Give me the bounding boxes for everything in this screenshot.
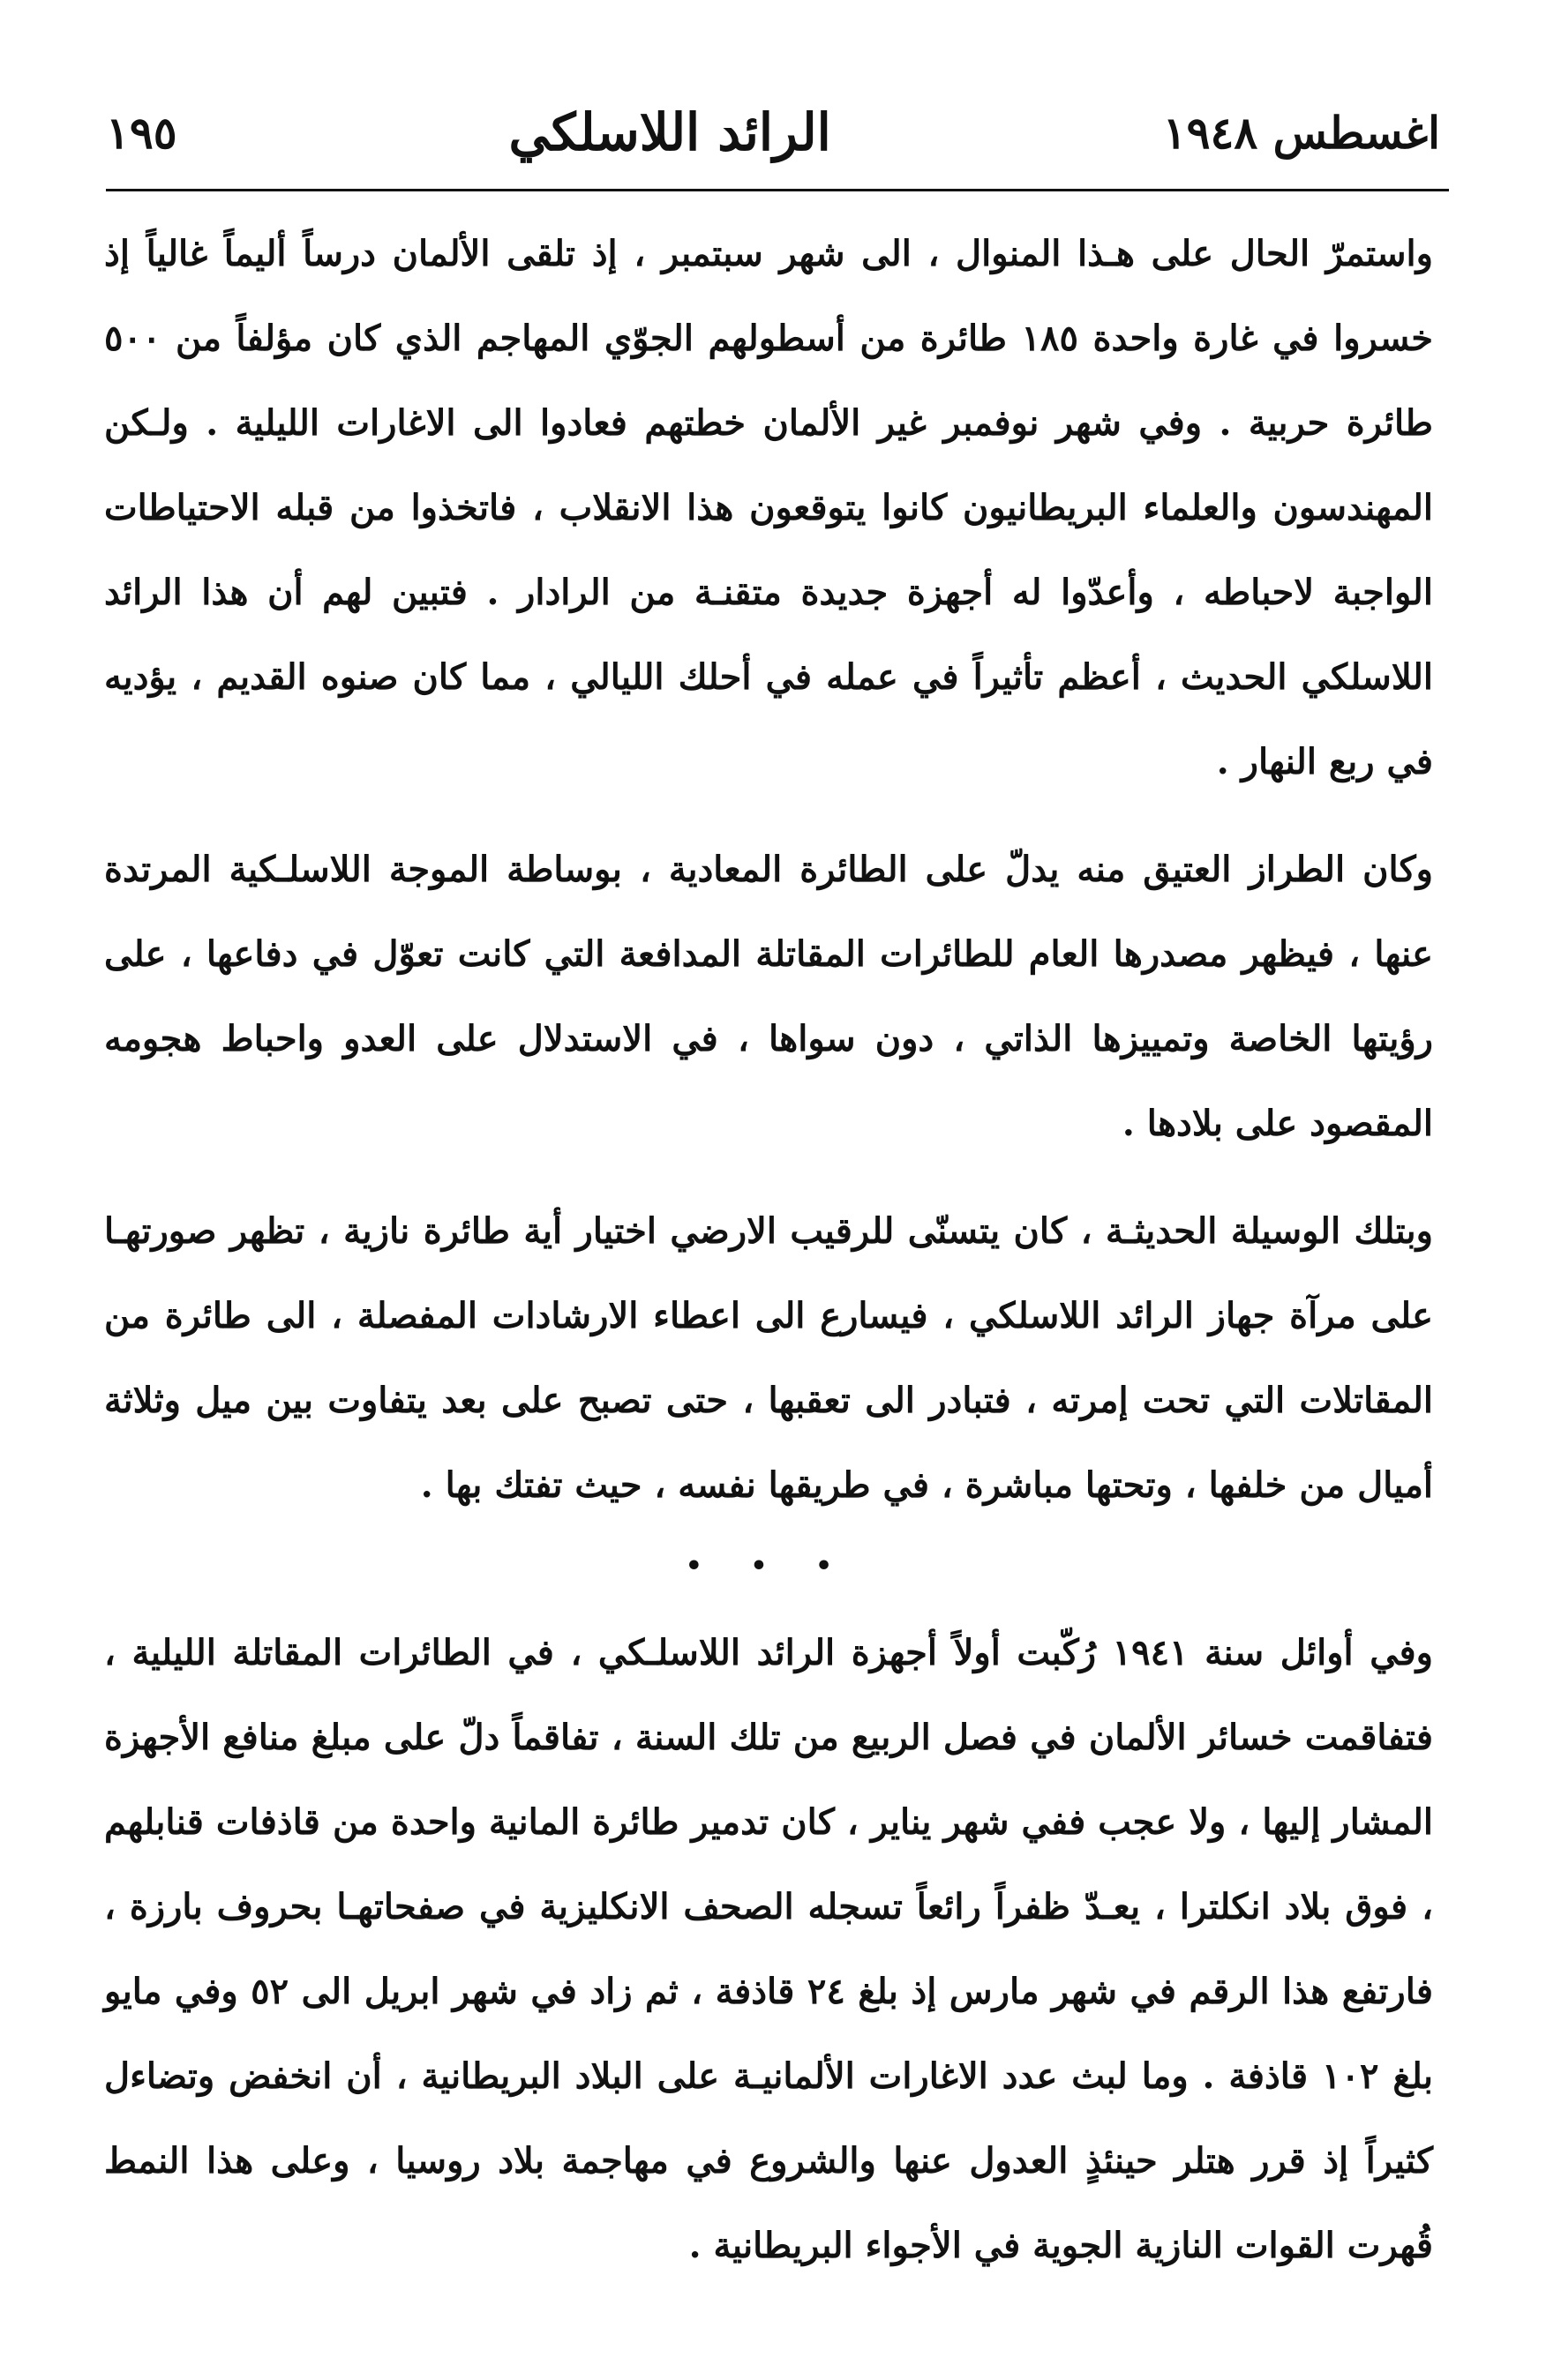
paragraph: وفي أوائل سنة ١٩٤١ رُكّبت أولاً أجهزة الرائد اللاسلـكي ، في الطائرات المقاتلة الليلية ، فتفاقمت خسائر الألمان في فصل الربيع من تلك السنة ، تفاقماً دلّ على مبلغ منافع الأجهزة المشار إليها ، ولا عجب ففي شهر يناير ، كان تدمير طائرة المانية واحدة من قاذفات قنابلهم ، فوق بلاد انكلترا ، يعـدّ ظفراً رائعاً تسجله الصحف الانكليزية في صفحاتهـا بحروف بارزة ، فارتفع هذا الرقم في شهر مارس إذ بلغ ٢٤ قاذفة ، ثم زاد في شهر ابريل الى ٥٢ وفي مايو بلغ ١٠٢ قاذفة . وما لبث عدد الاغارات الألمانيـة على البلاد البريطانية ، أن انخفض وتضاءل كثيراً إذ قرر هتلر حينئذٍ العدول عنها والشروع في مهاجمة بلاد روسيا ، وعلى هذا النمط قُهرت القوات النازية الجوية في الأجواء البريطانية . xyxy=(104,1632,1434,2266)
magazine-title: الرائد اللاسلكي xyxy=(508,102,831,162)
running-header xyxy=(106,97,1440,168)
paragraph: وكان الطراز العتيق منه يدلّ على الطائرة المعادية ، بوساطة الموجة اللاسلـكية المرتدة عنها ، فيظهر مصدرها العام للطائرات المقاتلة المدافعة التي كانت تعوّل في دفاعها ، على رؤيتها الخاصة وتمييزها الذاتي ، دون سواها ، في الاستدلال على العدو واحباط هجومه المقصود على بلادها . xyxy=(104,849,1433,1144)
section-separator: • • • xyxy=(685,1551,852,1582)
header-rule xyxy=(106,189,1449,191)
article-body xyxy=(104,212,1433,2288)
page-number: ١٩٥ xyxy=(106,106,177,159)
paragraph: وبتلك الوسيلة الحديثـة ، كان يتسنّى للرقيب الارضي اختيار أية طائرة نازية ، تظهر صورتهـا على مرآة جهاز الرائد اللاسلكي ، فيسارع الى اعطاء الارشادات المفصلة ، الى طائرة من المقاتلات التي تحت إمرته ، فتبادر الى تعقبها ، حتى تصبح على بعد يتفاوت بين ميل وثلاثة أميال من خلفها ، وتحتها مباشرة ، في طريقها نفسه ، حيث تفتك بها . xyxy=(104,1210,1433,1506)
paragraph: واستمرّ الحال على هـذا المنوال ، الى شهر سبتمبر ، إذ تلقى الألمان درساً أليماً غالياً إذ خسروا في غارة واحدة ١٨٥ طائرة من أسطولهم الجوّي المهاجم الذي كان مؤلفاً من ٥٠٠ طائرة حربية . وفي شهر نوفمبر غير الألمان خطتهم فعادوا الى الاغارات الليلية . ولـكن المهندسون والعلماء البريطانيون كانوا يتوقعون هذا الانقلاب ، فاتخذوا من قبله الاحتياطات الواجبة لاحباطه ، وأعدّوا له أجهزة جديدة متقنـة من الرادار . فتبين لهم أن هذا الرائد اللاسلكي الحديث ، أعظم تأثيراً في عمله في أحلك الليالي ، مما كان صنوه القديم ، يؤديه في ربع النهار . xyxy=(104,233,1433,782)
issue-date: اغسطس ١٩٤٨ xyxy=(1162,106,1440,159)
